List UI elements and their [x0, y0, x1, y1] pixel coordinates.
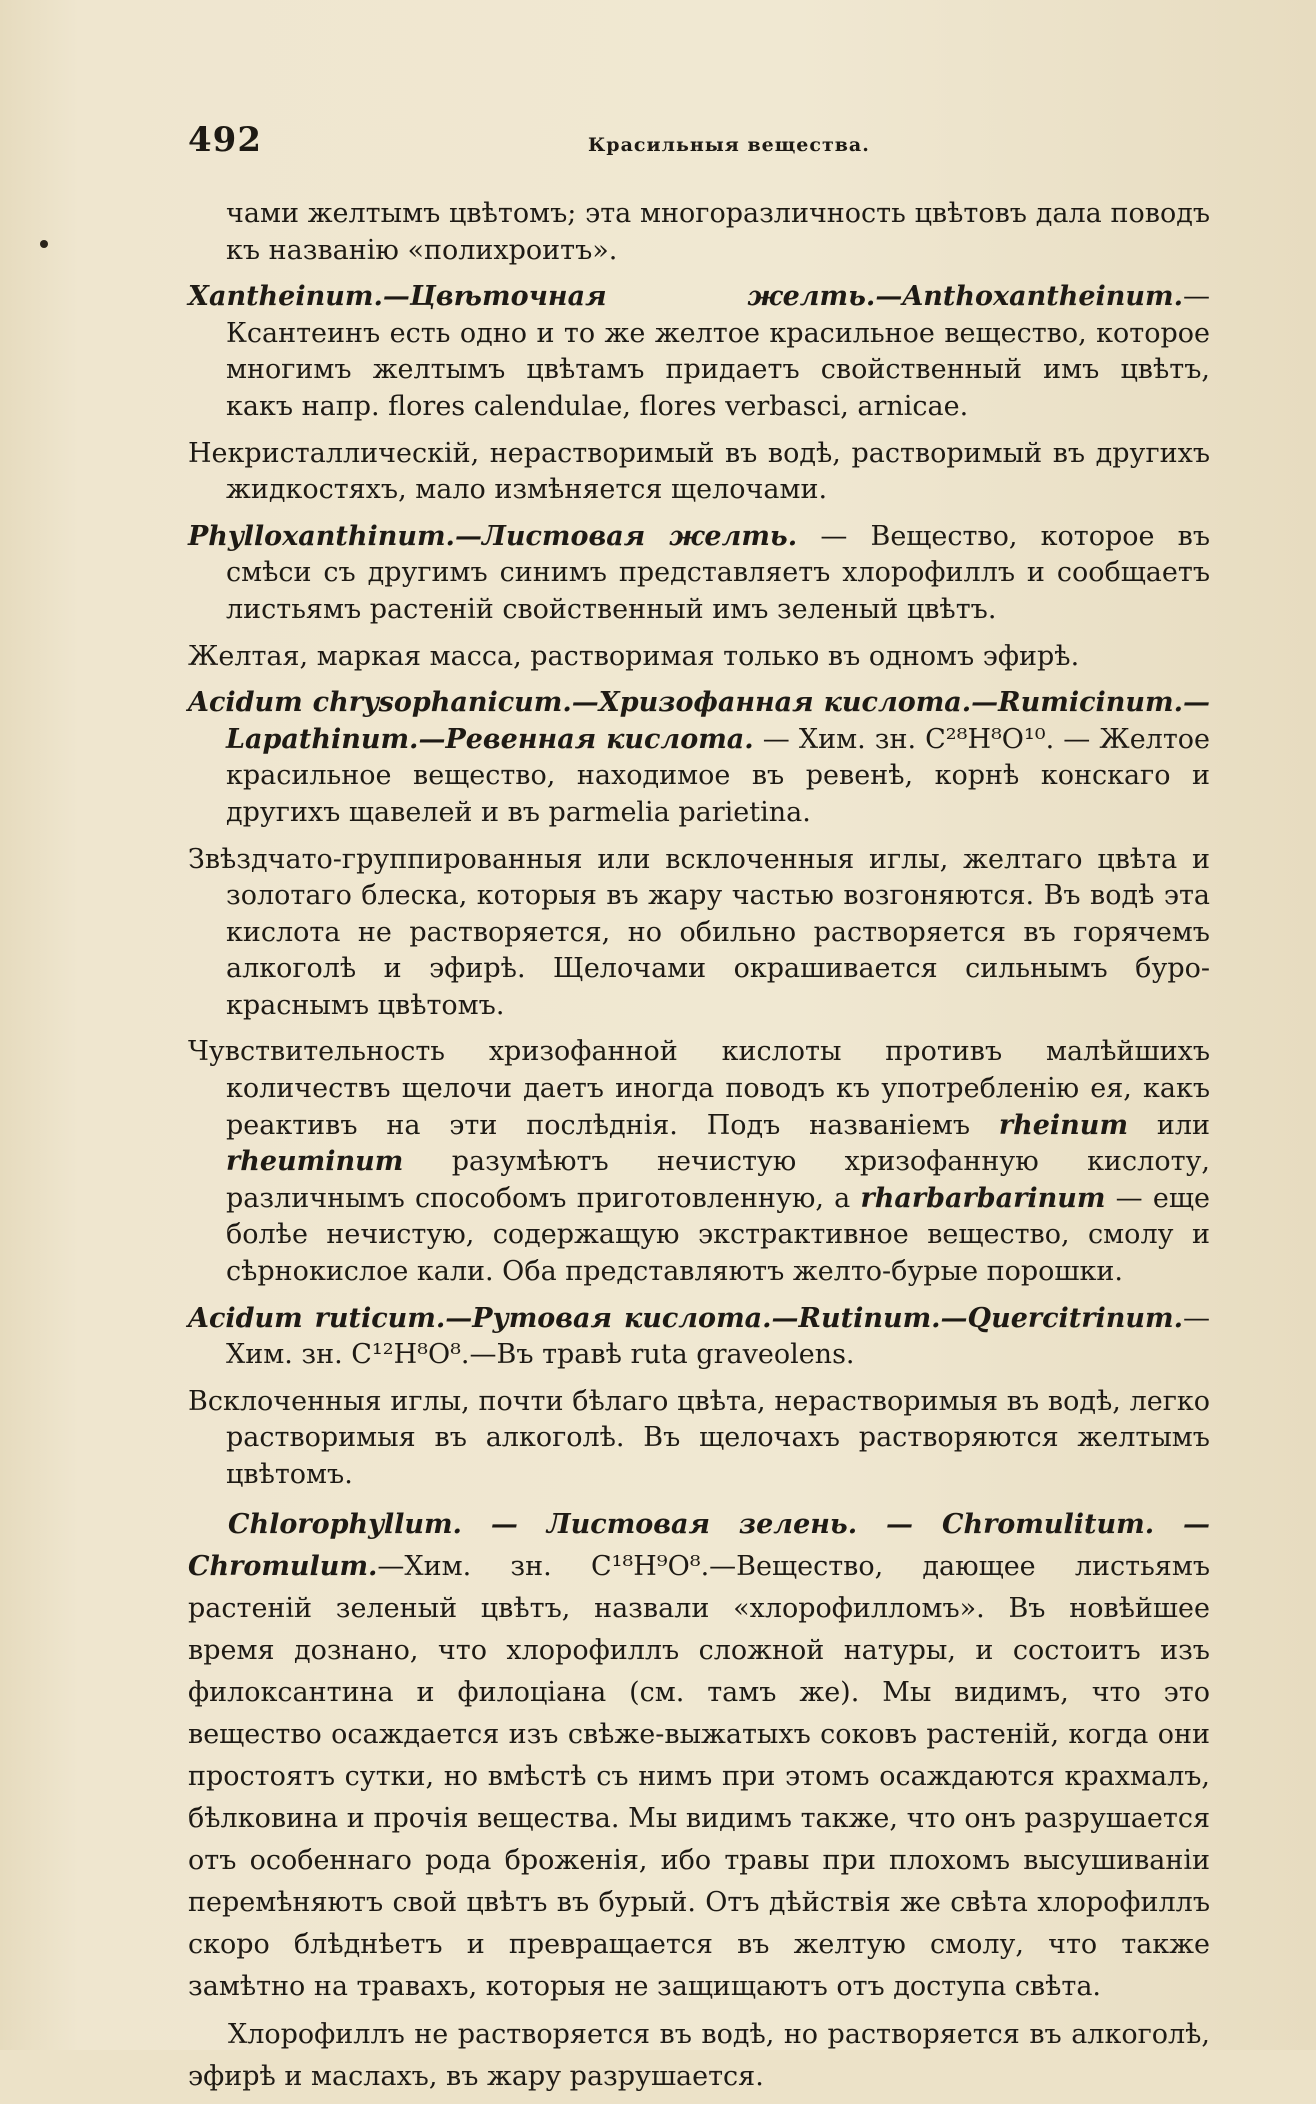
- page-header: [188, 120, 1208, 180]
- entry-heading: Chlorophyllum. — Листовая зелень. — Chromulitum. — Chromulum.: [188, 1508, 1210, 1582]
- entry-chrysophanic-acid: [188, 685, 1210, 831]
- paragraph-properties: Хлорофиллъ не растворяется въ водѣ, но растворяется въ алкоголѣ, эфирѣ и маслахъ, въ жару разрушается.: [188, 2018, 1210, 2092]
- entry-text: — Хим. зн. C²⁸H⁸O¹⁰. — Желтое красильное вещество, находимое въ ревенѣ, корнѣ конскаго и другихъ щавелей и въ parmelia parietina.: [226, 723, 1210, 828]
- entry-heading: Xanthеinum.—Цвѣточная желть.—Anthoxanthеinum.: [188, 281, 1183, 313]
- entry-rutic-acid: [188, 1301, 1210, 1374]
- margin-ink-dot: [40, 240, 48, 248]
- paragraph-properties: Желтая, маркая масса, растворимая только въ одномъ эфирѣ.: [188, 640, 1080, 672]
- entry-chlorophyll: [188, 1504, 1210, 2008]
- paragraph-properties: Некристаллическій, нерастворимый въ водѣ, растворимый въ другихъ жидкостяхъ, мало измѣняется щелочами.: [188, 437, 1210, 506]
- running-head: Красильныя вещества.: [588, 134, 870, 156]
- paragraph-properties: Звѣздчато-группированныя или всклоченныя иглы, желтаго цвѣта и золотаго блеска, которыя въ жару частью возгоняются. Въ водѣ эта кислота не растворяется, но обильно растворяется въ горячемъ алкоголѣ и эфирѣ. Щелочами окрашивается сильнымъ буро-краснымъ цвѣтомъ.: [188, 843, 1210, 1021]
- entry-xanthein: [188, 279, 1210, 425]
- entry-text: —Хим. зн. C¹⁸H⁹O⁸.—Вещество, дающее листьямъ растеній зеленый цвѣтъ, назвали «хлорофилломъ». Въ новѣйшее время дознано, что хлорофиллъ сложной натуры, и состоитъ изъ филоксантина и филоціана (см. тамъ же). Мы видимъ, что это вещество осаждается изъ свѣже-выжатыхъ соковъ растеній, когда они простоятъ сутки, но вмѣстѣ съ нимъ при этомъ осаждаются крахмалъ, бѣлковина и прочія вещества. Мы видимъ также, что онъ разрушается отъ особеннаго рода броженія, ибо травы при плохомъ высушиваніи перемѣняютъ свой цвѣтъ въ бурый. Отъ дѣйствія же свѣта хлорофиллъ скоро блѣднѣетъ и превращается въ желтую смолу, что также замѣтно на травахъ, которыя не защищаютъ отъ доступа свѣта.: [188, 1550, 1210, 2002]
- body-text: [188, 196, 1210, 2104]
- entry-heading: Phylloxanthinum.—Листовая желть.: [188, 520, 798, 552]
- entry-text: — Вещество, которое въ смѣси съ другимъ синимъ представляетъ хлорофиллъ и сообщаетъ листьямъ растеній свойственный имъ зеленый цвѣтъ.: [226, 520, 1211, 625]
- entry-phylloxanthin: [188, 519, 1210, 629]
- page-number: 492: [188, 120, 262, 160]
- entry-text: —Ксантеинъ есть одно и то же желтое красильное вещество, которое многимъ желтымъ цвѣтамъ придаетъ свойственный имъ цвѣтъ, какъ напр. flores calendulae, flores verbasci, arnicae.: [226, 281, 1210, 422]
- paragraph-properties: Всклоченныя иглы, почти бѣлаго цвѣта, нерастворимыя въ водѣ, легко растворимыя въ алкоголѣ. Въ щелочахъ растворяются желтымъ цвѣтомъ.: [188, 1385, 1210, 1490]
- entry-heading: Acidum ruticum.—Рутовая кислота.—Rutinum.—Quercitrinum.: [188, 1302, 1183, 1334]
- paragraph-sensitivity: Чувствительность хризофанной кислоты противъ малѣйшихъ количествъ щелочи даетъ иногда поводъ къ употребленію ея, какъ реактивъ на эти послѣднія. Подъ названіемъ rheinum или rheuminum разумѣютъ нечистую хризофанную кислоту, различнымъ способомъ приготовленную, а rharbarbarinum — еще болѣе нечистую, содержащую экстрактивное вещество, смолу и сѣрнокислое кали. Оба представляютъ желто-бурые порошки.: [188, 1036, 1210, 1288]
- entry-heading: Acidum chrysophanicum.—Хризофанная кислота.—Rumicinum.—Lapathinum.—Ревенная кислота.: [188, 687, 1210, 755]
- entry-text: — Хим. зн. C¹²H⁸O⁸.—Въ травѣ ruta graveolens.: [226, 1302, 1210, 1371]
- paragraph-continuation: чами желтымъ цвѣтомъ; эта многоразличность цвѣтовъ дала поводъ къ названію «полихроитъ».: [226, 198, 1210, 266]
